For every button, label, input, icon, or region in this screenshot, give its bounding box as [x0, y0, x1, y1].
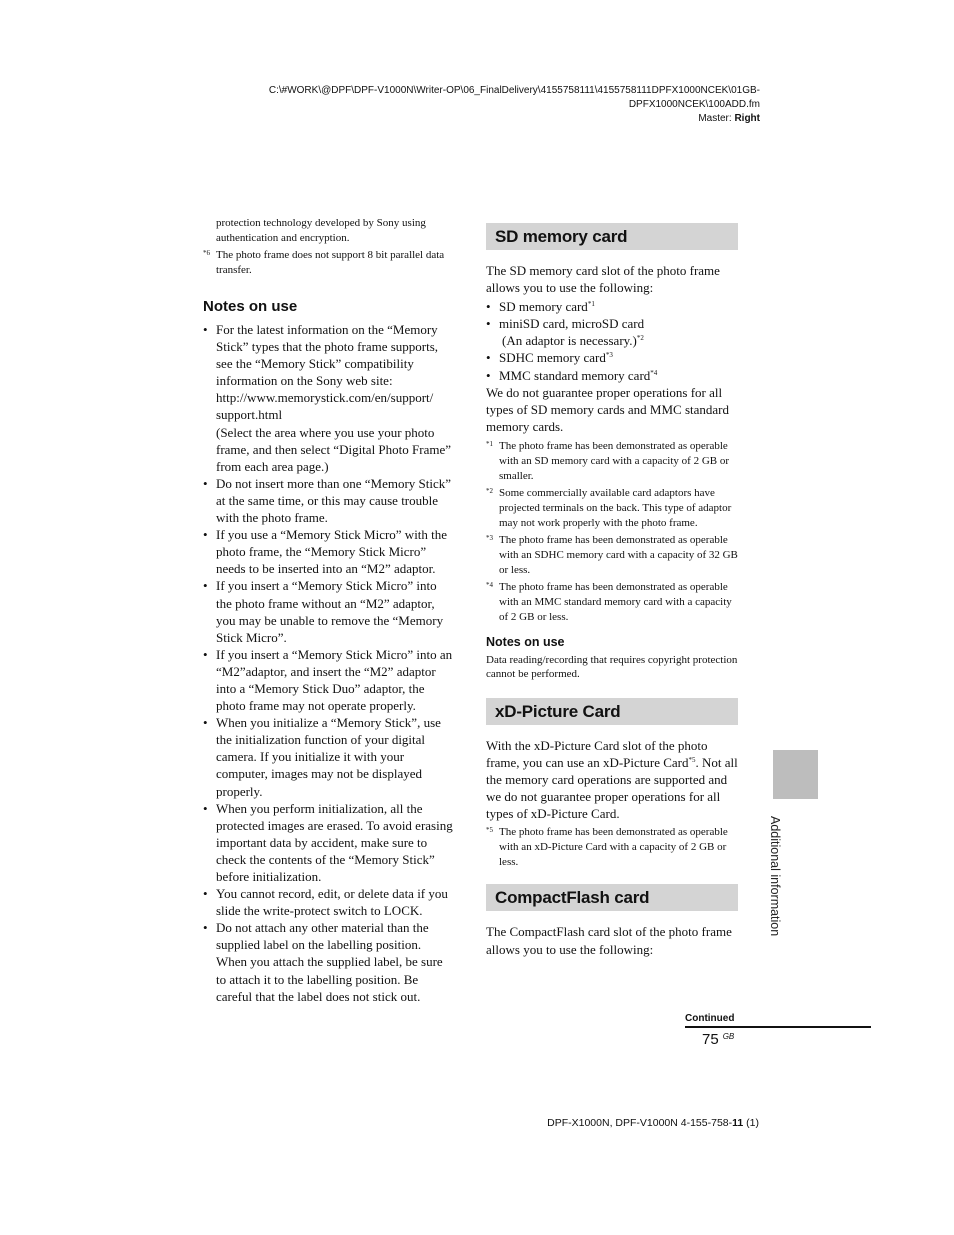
- master-page-line: Master: Right: [698, 113, 760, 124]
- list-item: • miniSD card, microSD card (An adaptor is necessary.)$^{*2}$: [486, 316, 645, 349]
- right-column: [486, 223, 738, 958]
- page-language-suffix: GB: [722, 1032, 735, 1041]
- xd-picture-card-heading: xD-Picture Card: [486, 698, 738, 725]
- file-path-line-1: C:\#WORK\@DPF\DPF-V1000N\Writer-OP\06_FinalDelivery\4155758111\4155758111DPFX1000NCEK\01GB-: [268, 85, 760, 96]
- footnote-6-mark: *6: [203, 249, 210, 257]
- bullet-icon: •: [203, 800, 208, 816]
- bullet-icon: •: [203, 646, 208, 662]
- list-item: • You cannot record, edit, or delete data if you slide the write-protect switch to LOCK.: [203, 886, 448, 919]
- compactflash-card-heading: CompactFlash card: [486, 884, 738, 911]
- xd-paragraph: With the xD-Picture Card slot of the photo frame, you can use an xD-Picture Card$^{*5}$. Not all the memory card operations are supported and we do not guarantee proper operations for all types of xD-Picture Card.: [486, 737, 738, 822]
- list-item: • SDHC memory card$^{*3}$: [486, 350, 613, 366]
- list-item: • Do not attach any other material than the supplied label on the labelling position. When you attach the supplied label, be sure to attach it to the labelling position. Be careful that the label does not stick out.: [203, 920, 443, 1004]
- notes-on-use-heading: Notes on use: [203, 298, 298, 315]
- section-tab-marker: [773, 750, 818, 799]
- footnote-5: *5 The photo frame has been demonstrated as operable with an xD-Picture Card with a capacity of 2 GB or less.: [486, 826, 728, 869]
- footnote-6: *6 The photo frame does not support 8 bit parallel data transfer.: [203, 248, 455, 278]
- sd-guarantee: We do not guarantee proper operations for all types of SD memory cards and MMC standard memory cards.: [486, 384, 729, 434]
- sd-footnotes: [486, 439, 738, 625]
- footnote-1: *1 The photo frame has been demonstrated as operable with an SD memory card with a capacity of 2 GB or smaller.: [486, 439, 730, 482]
- bullet-icon: •: [486, 316, 491, 332]
- list-item: • When you perform initialization, all the protected images are erased. To avoid erasing important data by accident, make sure to check the contents of the “Memory Stick” before initialization.: [203, 800, 453, 884]
- master-page-value: Right: [734, 113, 760, 124]
- model-number-footer: DPF-X1000N, DPF-V1000N 4-155-758-11 (1): [547, 1117, 759, 1129]
- footnote-2: *2 Some commercially available card adaptors have projected terminals on the back. This type of adaptor may not work properly with the photo frame.: [486, 486, 732, 529]
- continued-footnote: protection technology developed by Sony using authentication and encryption.: [216, 217, 426, 244]
- list-item: • If you insert a “Memory Stick Micro” into an “M2”adaptor, and insert the “M2” adaptor into a “Memory Stick Duo” adaptor, the photo frame may not operate properly.: [203, 646, 453, 714]
- page-number: 75 $^{GB}$: [702, 1031, 735, 1048]
- bullet-icon: •: [203, 322, 208, 337]
- footer-rule: [685, 1026, 871, 1028]
- cf-intro: The CompactFlash card slot of the photo frame allows you to use the following:: [486, 924, 732, 957]
- bullet-icon: •: [203, 920, 208, 936]
- footnote-3: *3 The photo frame has been demonstrated as operable with an SDHC memory card with a capacity of 32 GB or less.: [486, 533, 738, 576]
- continued-label: Continued: [685, 1013, 735, 1024]
- list-item: • If you insert a “Memory Stick Micro” into the photo frame without an “M2” adaptor, you may be unable to remove the “Memory Stick Micro”.: [203, 578, 444, 645]
- file-path-line-2: DPFX1000NCEK\100ADD.fm: [628, 99, 760, 110]
- footnote-4: *4 The photo frame has been demonstrated as operable with an MMC standard memory card with a capacity of 2 GB or less.: [486, 580, 732, 623]
- list-item: • For the latest information on the “Memory Stick” types that the photo frame supports, see the “Memory Stick” compatibility information on the Sony web site: http://www.memorystick.com/en/support/ support.html (Select the area where you use your photo frame, and then select “Digital Photo Frame” from each area page.): [203, 322, 452, 474]
- file-path-header: [240, 84, 760, 126]
- list-item: • SD memory card$^{*1}$: [486, 299, 595, 315]
- sd-notes-on-use-heading: Notes on use: [486, 634, 565, 649]
- list-item: • MMC standard memory card$^{*4}$: [486, 367, 658, 383]
- bullet-icon: •: [203, 578, 208, 594]
- bullet-icon: •: [203, 475, 208, 491]
- bullet-icon: •: [203, 527, 208, 543]
- memorystick-support-link[interactable]: http://www.memorystick.com/en/support/ support.html: [216, 390, 434, 423]
- sd-card-list: [486, 298, 738, 383]
- list-item: • Do not insert more than one “Memory Stick” at the same time, or this may cause trouble with the photo frame.: [203, 475, 452, 526]
- list-item: • If you use a “Memory Stick Micro” with the photo frame, the “Memory Stick Micro” needs to be inserted into an “M2” adaptor.: [203, 527, 448, 577]
- bullet-icon: •: [486, 367, 491, 383]
- sd-notes-text: Data reading/recording that requires copyright protection cannot be performed.: [486, 653, 738, 681]
- list-item: • When you initialize a “Memory Stick”, use the initialization function of your digital camera. If you initialize it with your computer, images may not be displayed properly.: [203, 715, 441, 799]
- bullet-icon: •: [486, 350, 491, 366]
- bullet-icon: •: [486, 299, 491, 315]
- notes-list: [203, 321, 455, 1005]
- side-section-label: Additional information: [768, 816, 782, 937]
- bullet-icon: •: [203, 886, 208, 902]
- bullet-icon: •: [203, 715, 208, 731]
- sd-memory-card-heading: SD memory card: [486, 223, 738, 250]
- left-column: [203, 216, 455, 1005]
- adaptor-note: (An adaptor is necessary.): [502, 333, 637, 349]
- sd-intro: The SD memory card slot of the photo frame allows you to use the following:: [486, 263, 720, 296]
